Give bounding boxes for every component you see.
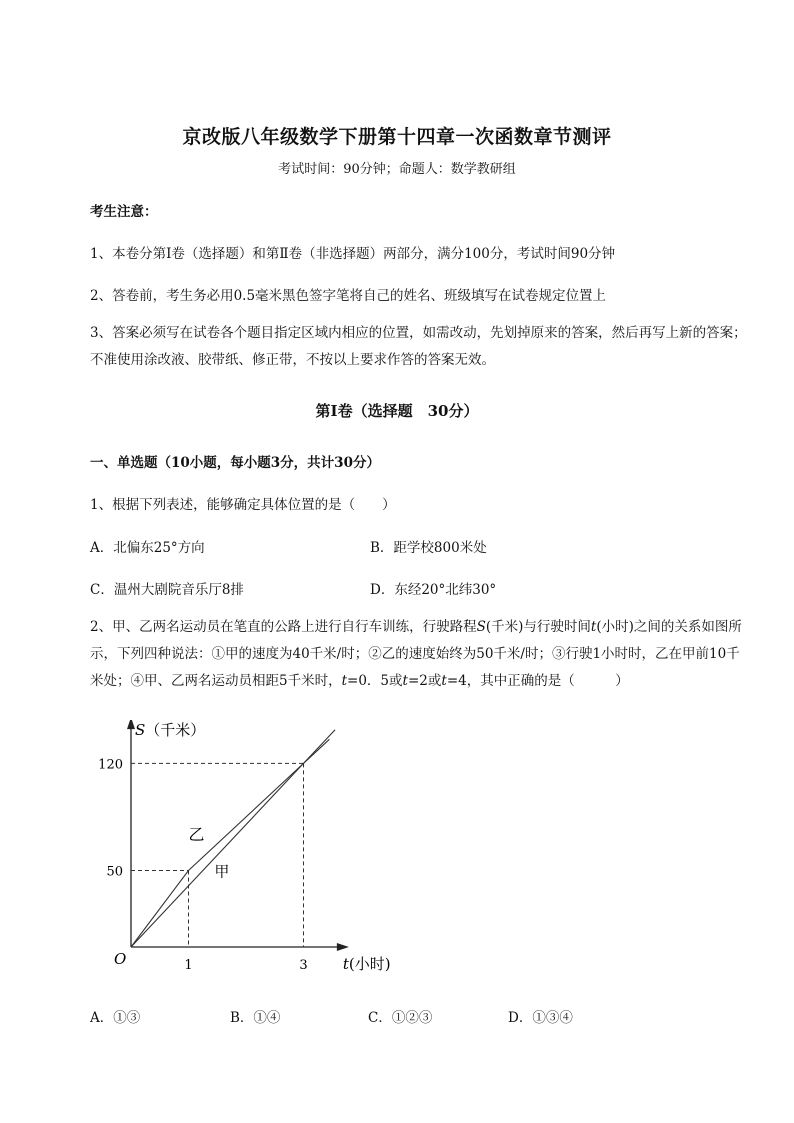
q2-option-b: B．①④ xyxy=(230,1010,281,1026)
q1-option-b: B．距学校800米处 xyxy=(370,540,487,556)
series-label-yi: 乙 xyxy=(188,824,205,844)
q2-option-d: D．①③④ xyxy=(508,1010,573,1026)
x-axis-label: t(小时) xyxy=(342,955,391,973)
q1-stem: 1、根据下列表述，能够确定具体位置的是（ ） xyxy=(90,497,396,513)
series-label-jia: 甲 xyxy=(214,862,230,881)
y-tick-label: 120 xyxy=(98,757,123,773)
notice-item-2: 2、答卷前，考生务必用0.5毫米黑色签字笔将自己的姓名、班级填写在试卷规定位置上 xyxy=(90,288,607,304)
notice-item-3: 3、答案必须写在试卷各个题目指定区域内相应的位置，如需改动，先划掉原来的答案，然后再写上新的答案；不准使用涂改液、胶带纸、修正带，不按以上要求作答的答案无效。 xyxy=(90,325,747,368)
y-tick-label: 50 xyxy=(106,864,123,880)
y-axis-label: S（千米） xyxy=(135,721,206,740)
q2-stem: 2、甲、乙两名运动员在笔直的公路上进行自行车训练，行驶路程S(千米)与行驶时间t(小时)之间的关系如图所示，下列四种说法：①甲的速度为40千米/时；②乙的速度始终为50千米/时；③行驶1小时时，乙在甲前10千米处；④甲、乙两名运动员相距5千米时，t=0．5或t=2或t=4，其中正确的是（ ） xyxy=(90,619,742,689)
notice-item-1: 1、本卷分第I卷（选择题）和第Ⅱ卷（非选择题）两部分，满分100分，考试时间90分钟 xyxy=(90,246,616,262)
y-axis-arrow xyxy=(127,720,135,729)
notice-heading: 考生注意： xyxy=(90,204,158,220)
x-axis-arrow xyxy=(337,943,349,951)
distance-time-graph xyxy=(0,720,794,990)
q1-option-c: C．温州大剧院音乐厅8排 xyxy=(90,582,244,598)
part1-title: 第I卷（选择题 30分） xyxy=(315,402,479,420)
q1-option-a: A．北偏东25°方向 xyxy=(90,540,205,556)
q1-option-d: D．东经20°北纬30° xyxy=(370,582,497,598)
section-heading: 一、单选题（10小题，每小题3分，共计30分） xyxy=(90,455,380,471)
q2-option-a: A．①③ xyxy=(90,1010,141,1026)
origin-label: O xyxy=(114,950,127,968)
page-title: 京改版八年级数学下册第十四章一次函数章节测评 xyxy=(182,126,612,148)
q2-option-c: C．①②③ xyxy=(368,1010,433,1026)
x-tick-label: 3 xyxy=(299,958,308,973)
exam-info: 考试时间：90分钟；命题人：数学教研组 xyxy=(278,162,516,177)
x-tick-label: 1 xyxy=(184,958,193,973)
